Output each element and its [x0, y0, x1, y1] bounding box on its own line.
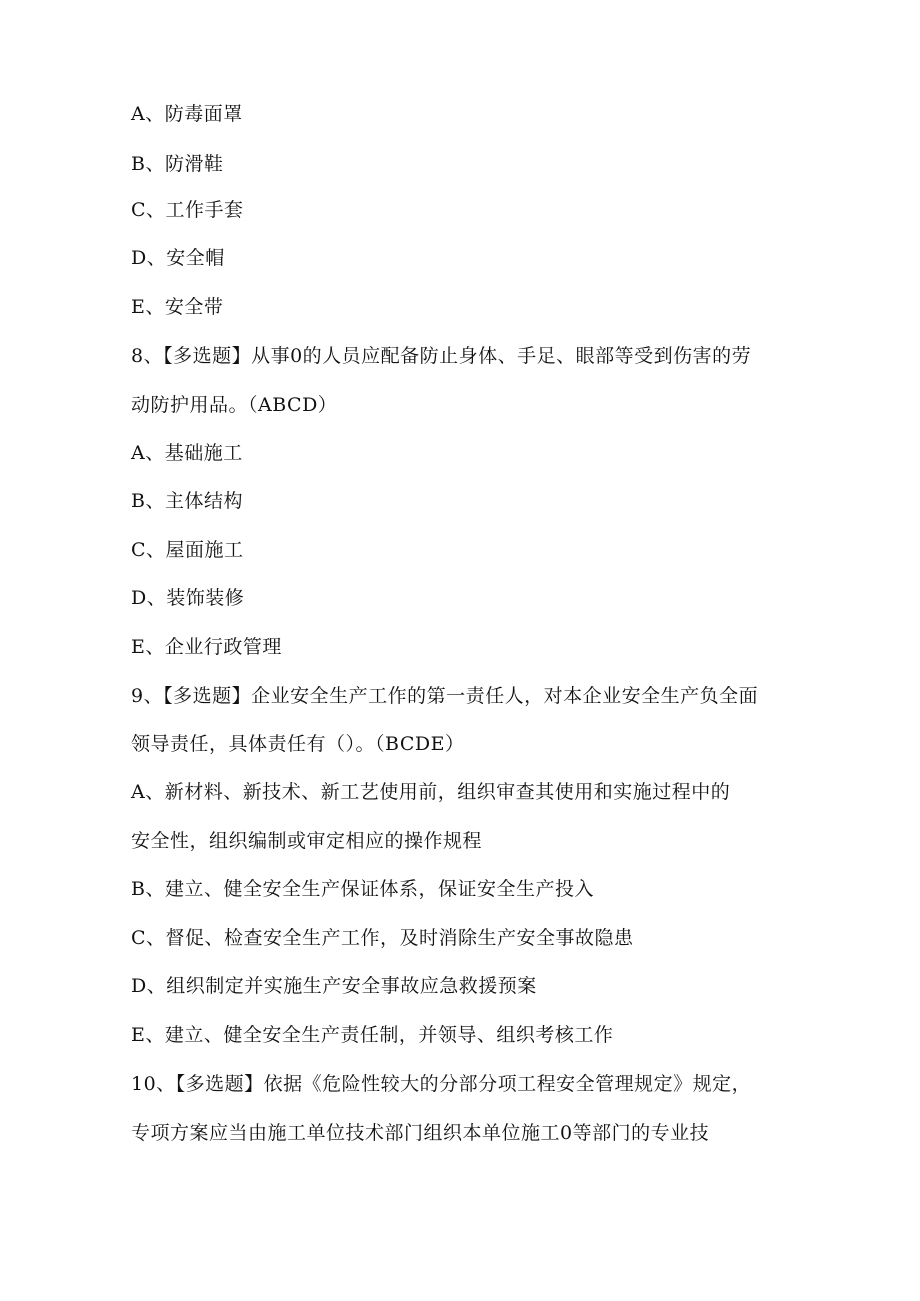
q9-option-d: D、组织制定并实施生产安全事故应急救援预案 [131, 975, 537, 997]
q7-option-e: E、安全带 [131, 296, 224, 318]
q7-option-b: B、防滑鞋 [131, 153, 224, 175]
q8-option-d: D、装饰装修 [131, 587, 245, 609]
q8-stem-line-2: 动防护用品。（ABCD） [131, 394, 338, 416]
q7-option-c: C、工作手套 [131, 199, 244, 221]
q8-option-a: A、基础施工 [131, 442, 243, 464]
q8-stem-line-1: 8、【多选题】从事0的人员应配备防止身体、手足、眼部等受到伤害的劳 [131, 345, 752, 367]
q10-stem-line-1: 10、【多选题】依据《危险性较大的分部分项工程安全管理规定》规定， [131, 1073, 752, 1095]
q9-option-a: A、新材料、新技术、新工艺使用前，组织审查其使用和实施过程中的 [131, 781, 731, 803]
q7-option-a: A、防毒面罩 [131, 103, 243, 125]
q9-option-e: E、建立、健全安全生产责任制，并领导、组织考核工作 [131, 1024, 614, 1046]
q9-stem-line-2: 领导责任，具体责任有（）。（BCDE） [131, 733, 465, 755]
q9-stem-line-1: 9、【多选题】企业安全生产工作的第一责任人，对本企业安全生产负全面 [131, 685, 759, 707]
q8-option-c: C、屋面施工 [131, 539, 244, 561]
q9-option-c: C、督促、检查安全生产工作，及时消除生产安全事故隐患 [131, 927, 634, 949]
q8-option-b: B、主体结构 [131, 490, 243, 512]
q10-stem-line-2: 专项方案应当由施工单位技术部门组织本单位施工0等部门的专业技 [131, 1122, 710, 1144]
q7-option-d: D、安全帽 [131, 247, 225, 269]
q9-option-a-continued: 安全性，组织编制或审定相应的操作规程 [131, 830, 483, 852]
q8-option-e: E、企业行政管理 [131, 636, 282, 658]
q9-option-b: B、建立、健全安全生产保证体系，保证安全生产投入 [131, 878, 594, 900]
